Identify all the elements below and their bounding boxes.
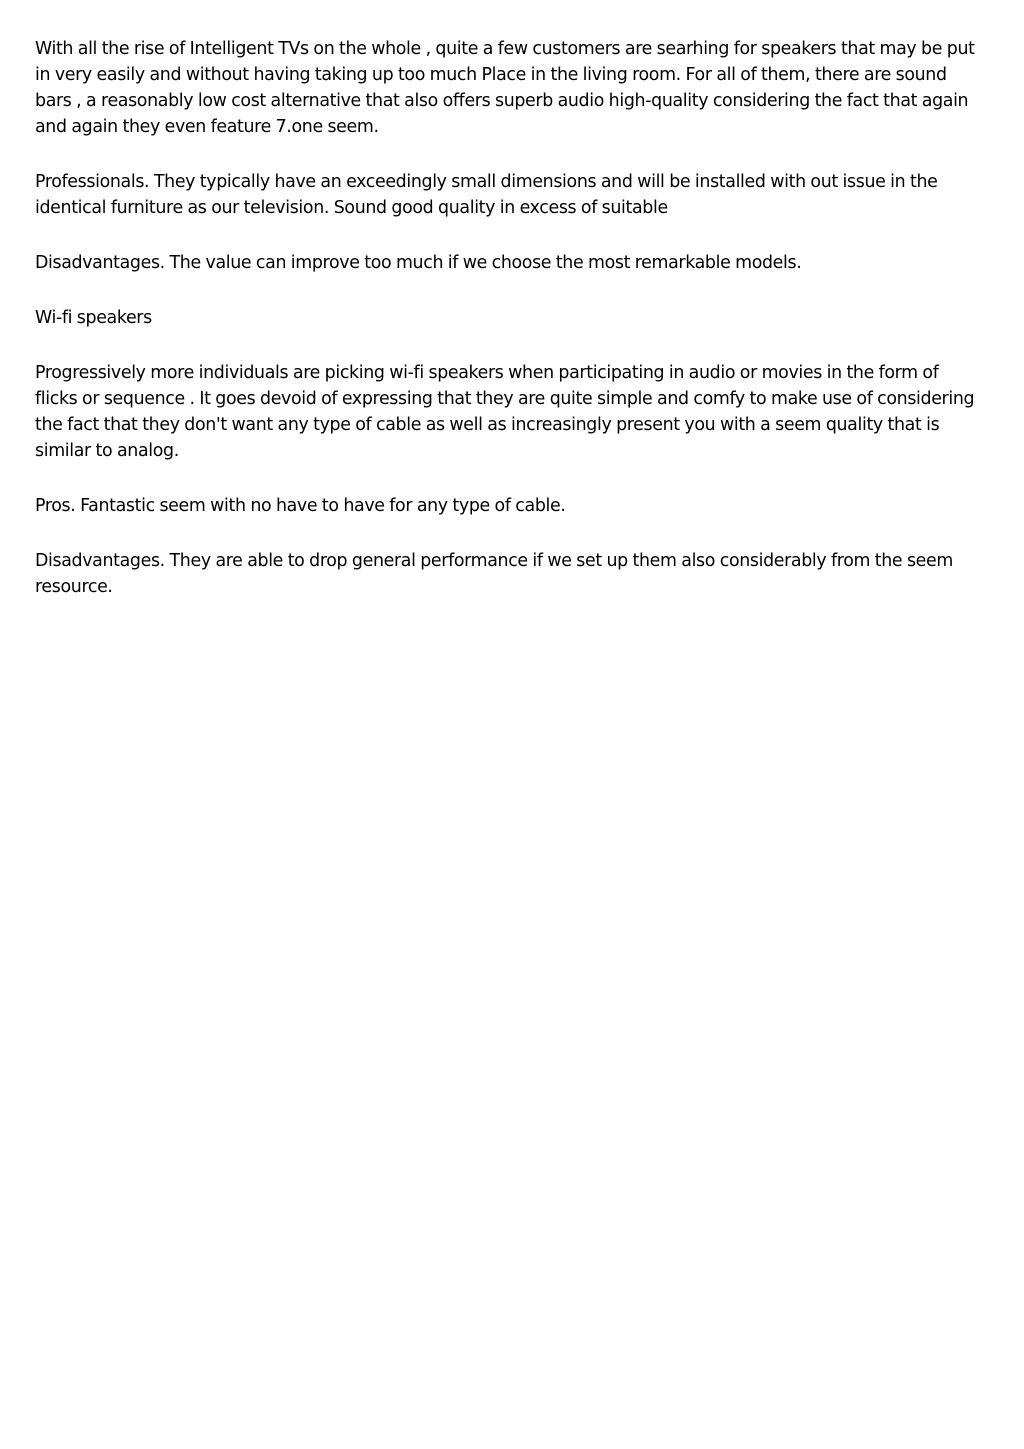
paragraph-wifi-speakers-cons: Disadvantages. They are able to drop general performance if we set up them also considerably from the seem resource. xyxy=(35,551,953,597)
paragraph-sound-bars-cons: Disadvantages. The value can improve too much if we choose the most remarkable models. xyxy=(35,253,802,273)
paragraph-wifi-speakers-intro: Progressively more individuals are picking wi-fi speakers when participating in audio or movies in the form of flicks or sequence . It goes devoid of expressing that they are quite simple and comfy to make use of considering the fact that they don't want any type of cable as well as increasingly present you with a seem quality that is similar to analog. xyxy=(35,363,975,461)
paragraph-wifi-speakers-pros: Pros. Fantastic seem with no have to have for any type of cable. xyxy=(35,496,566,516)
section-heading-wifi-speakers: Wi-fi speakers xyxy=(35,308,152,328)
document-body xyxy=(35,36,985,629)
paragraph-sound-bars-pros: Professionals. They typically have an exceedingly small dimensions and will be installed with out issue in the identical furniture as our television. Sound good quality in excess of suitable xyxy=(35,172,938,218)
paragraph-sound-bars-intro: With all the rise of Intelligent TVs on the whole , quite a few customers are searhing for speakers that may be put in very easily and without having taking up too much Place in the living room. For all of them, there are sound bars , a reasonably low cost alternative that also offers superb audio high-quality considering the fact that again and again they even feature 7.one seem. xyxy=(35,39,975,137)
